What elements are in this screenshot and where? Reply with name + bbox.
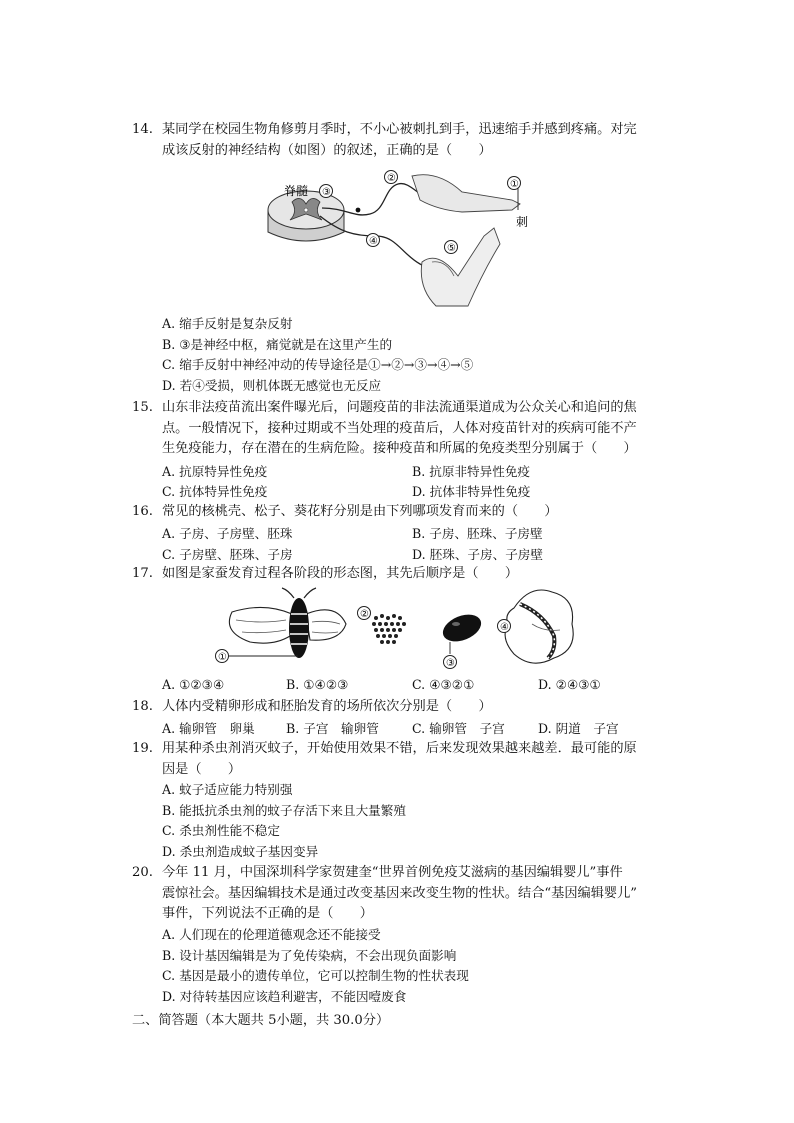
svg-text:⑤: ⑤ [447,243,456,254]
question-15 [132,398,672,460]
question-number: 14. [132,122,153,137]
question-20 [132,863,672,925]
option-b: B. ③是神经中枢，痛觉就是在这里产生的 [162,336,393,352]
option-c: C. 抗体特异性免疫 [162,484,268,499]
marker-2 [358,607,371,621]
option-a: A. 蚊子适应能力特别强 [162,782,293,797]
option-a: A. 子房、子房壁、胚珠 [162,526,293,541]
svg-text:②: ② [360,609,369,620]
question-text-line: 点。一般情况下，接种过期或不当处理的疫苗后，人体对疫苗针对的疾病可能不产 [162,420,637,436]
marker-4 [367,234,380,248]
option-d: D. 胚珠、子房、子房壁 [412,547,543,562]
question-text-line: 常见的核桃壳、松子、葵花籽分别是由下列哪项发育而来的（ ） [162,504,558,519]
svg-text:③: ③ [446,658,455,669]
question-17 [132,564,672,585]
option-b: B. 设计基因编辑是为了免传染病，不会出现负面影响 [162,947,457,963]
question-14-options [162,314,473,396]
option-b: B. 抗原非特异性免疫 [412,464,531,479]
question-14 [132,120,672,161]
question-text-line: 用某种杀虫剂消灭蚊子，开始使用效果不错，后来发现效果越来越差．最可能的原 [162,741,637,756]
question-text-line: 事件，下列说法不正确的是（ ） [162,906,373,922]
synapse-dot [356,208,361,213]
option-d: D. 杀虫剂造成蚊子基因变异 [162,843,319,859]
marker-3 [444,656,457,670]
svg-text:④: ④ [369,236,378,247]
option-c: C. 杀虫剂性能不稳定 [162,823,280,839]
question-text-line: 人体内受精卵形成和胚胎发育的场所依次分别是（ ） [162,699,492,714]
marker-3 [320,185,333,199]
option-d: D. ②④③① [538,677,601,692]
option-c: C. 基因是最小的遗传单位，它可以控制生物的性状表现 [162,968,469,984]
question-number: 20. [132,865,153,880]
marker-2 [385,171,398,185]
marker-1 [216,650,229,664]
option-c: C. ④③②① [412,677,475,692]
option-a: A. ①②③④ [162,677,225,692]
option-b: B. ①④②③ [286,677,349,692]
question-number: 16. [132,504,153,519]
question-number: 15. [132,400,153,415]
option-b: B. 能抵抗杀虫剂的蚊子存活下来且大量繁殖 [162,802,406,818]
question-19-options [162,780,406,862]
question-19 [132,739,672,780]
option-c: C. 输卵管 子宫 [412,721,505,736]
option-a: A. 缩手反射是复杂反射 [162,316,293,331]
marker-1 [508,177,521,191]
section-heading: 二、简答题（本大题共 5小题，共 30.0分） [132,1013,390,1028]
svg-text:②: ② [387,173,396,184]
question-text-line: 某同学在校园生物角修剪月季时，不小心被刺扎到手，迅速缩手并感到疼痛。对完 [162,122,637,137]
spinal-cord-label: 脊髓 [284,184,309,198]
marker-5 [445,241,458,255]
svg-text:④: ④ [500,622,509,633]
option-c: C. 子房壁、胚珠、子房 [162,547,293,562]
larva-on-leaf-drawing [505,590,573,663]
svg-text:①: ① [218,652,227,663]
pupa-drawing [439,609,485,654]
reflex-arc-figure [262,166,534,312]
option-a: A. 抗原特异性免疫 [162,464,268,479]
question-text-line: 震惊社会。基因编辑技术是通过改变基因来改变生物的性状。结合“基因编辑婴儿” [162,885,638,901]
option-b: B. 子房、胚珠、子房壁 [412,526,543,541]
silkworm-stages-figure [214,584,584,676]
svg-text:①: ① [510,179,519,190]
question-text-line: 山东非法疫苗流出案件曝光后，问题疫苗的非法流通渠道成为公众关心和追问的焦 [162,400,637,415]
question-20-options [162,925,469,1007]
eggs-drawing [372,614,406,644]
question-text-line: 今年 11 月，中国深圳科学家贺建奎“世界首例免疫艾滋病的基因编辑婴儿”事件 [162,865,623,880]
option-d: D. 抗体非特异性免疫 [412,484,531,499]
question-text-line: 生免疫能力，存在潜在的生病危险。接种疫苗和所属的免疫类型分别属于（ ） [162,441,637,457]
question-number: 18. [132,699,153,714]
question-16 [132,502,672,523]
question-text-line: 成该反射的神经结构（如图）的叙述，正确的是（ ） [162,142,492,158]
moth-drawing [226,588,346,658]
hand-drawing [412,175,520,212]
question-text-line: 因是（ ） [162,761,242,777]
question-18 [132,697,672,718]
option-a: A. 输卵管 卵巢 [162,721,255,736]
option-c: C. 缩手反射中神经冲动的传导途径是①→②→③→④→⑤ [162,357,474,373]
thorn-label: 刺 [516,215,529,229]
spinal-cord-drawing [268,191,344,241]
option-d: D. 对待转基因应该趋利避害，不能因噎废食 [162,988,407,1004]
svg-text:③: ③ [322,187,331,198]
question-number: 17. [132,566,153,581]
option-d: D. 阴道 子宫 [538,721,619,736]
question-text-line: 如图是家蚕发育过程各阶段的形态图，其先后顺序是（ ） [162,566,519,581]
question-number: 19. [132,741,153,756]
option-a: A. 人们现在的伦理道德观念还不能接受 [162,927,381,942]
arm-drawing [421,228,500,306]
marker-4 [498,620,511,634]
option-d: D. 若④受损，则机体既无感觉也无反应 [162,377,382,393]
option-b: B. 子宫 输卵管 [286,721,379,736]
